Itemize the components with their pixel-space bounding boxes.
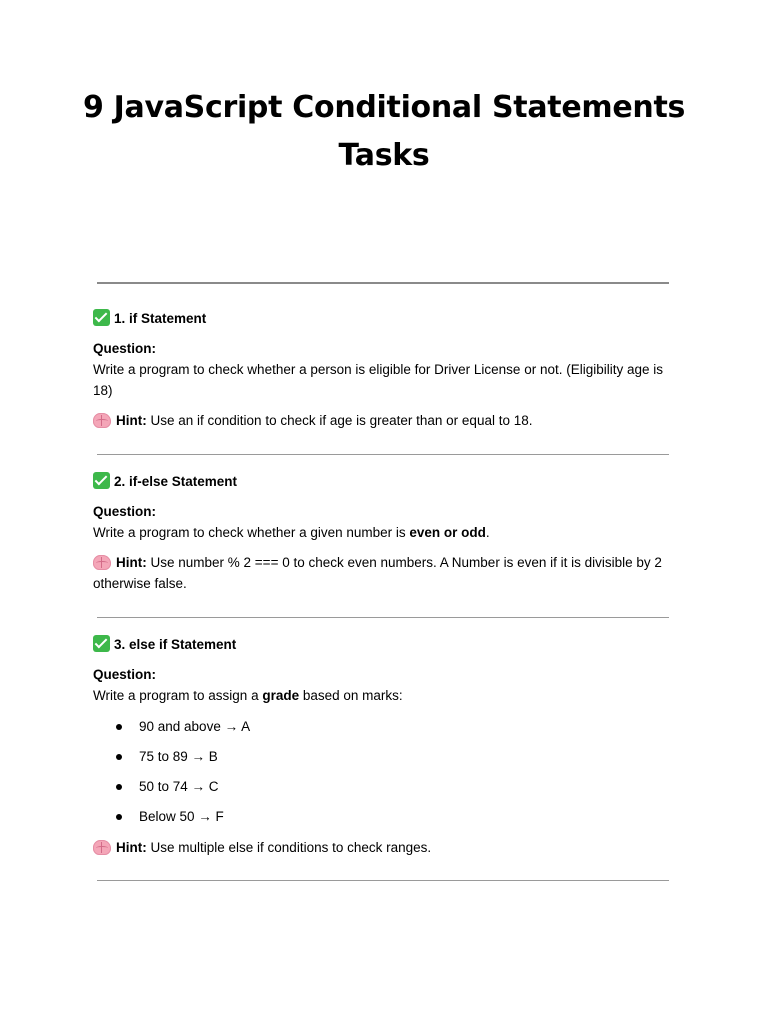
divider [97, 454, 669, 455]
hint-text: Use an if condition to check if age is greater than or equal to 18. [146, 413, 533, 428]
question-label-text: Question: [93, 341, 156, 356]
question-text [93, 685, 671, 706]
section-2-heading [93, 471, 671, 492]
hint-text: Use multiple else if conditions to check ranges. [146, 840, 432, 855]
question-label-text: Question: [93, 667, 156, 682]
section-1-heading [93, 308, 671, 329]
bullet-icon [116, 724, 122, 730]
question-label [93, 501, 671, 522]
check-mark-icon [93, 309, 110, 326]
bullet-icon [116, 784, 122, 790]
question-text [93, 522, 671, 543]
bullet-icon [116, 814, 122, 820]
section-title: 3. else if Statement [114, 637, 237, 652]
check-mark-icon [93, 472, 110, 489]
question-text: Write a program to check whether a person is eligible for Driver License or not. (Eligibility age is 18) [93, 362, 663, 398]
section-title: 2. if-else Statement [114, 474, 238, 489]
hint-label: Hint: [116, 555, 147, 570]
hint-line [93, 837, 671, 858]
section-3-heading [93, 634, 671, 655]
brain-icon [93, 840, 111, 855]
hint-line [93, 552, 671, 594]
section-title: 1. if Statement [114, 311, 207, 326]
page-title-line-1: 9 JavaScript Conditional Statements [82, 90, 686, 125]
page-title-line-2: Tasks [338, 138, 430, 173]
hint-text: Use number % 2 === 0 to check even numbers. A Number is even if it is divisible by 2 otherwise false. [93, 555, 662, 591]
list-item-text: 50 to 74 → C [139, 779, 219, 794]
question-text-part: Write a program to assign a [93, 688, 263, 703]
question-label [93, 664, 671, 685]
list-item-text: Below 50 → F [139, 809, 224, 824]
hint-label: Hint: [116, 413, 147, 428]
divider [97, 880, 669, 881]
question-text-part: . [485, 525, 490, 540]
check-mark-icon [93, 635, 110, 652]
page-title [0, 84, 768, 180]
divider [97, 617, 669, 618]
brain-icon [93, 555, 111, 570]
question-label-text: Question: [93, 504, 156, 519]
question-text-part: Write a program to check whether a given number is [93, 525, 410, 540]
hint-line [93, 410, 671, 431]
question-text-part: based on marks: [299, 688, 403, 703]
question-label [93, 338, 671, 359]
list-item-text: 75 to 89 → B [139, 749, 218, 764]
question-emphasis: even or odd [409, 525, 486, 540]
divider [97, 282, 669, 284]
question-emphasis: grade [262, 688, 300, 703]
bullet-icon [116, 754, 122, 760]
hint-label: Hint: [116, 840, 147, 855]
list-item-text: 90 and above → A [139, 719, 251, 734]
brain-icon [93, 413, 111, 428]
